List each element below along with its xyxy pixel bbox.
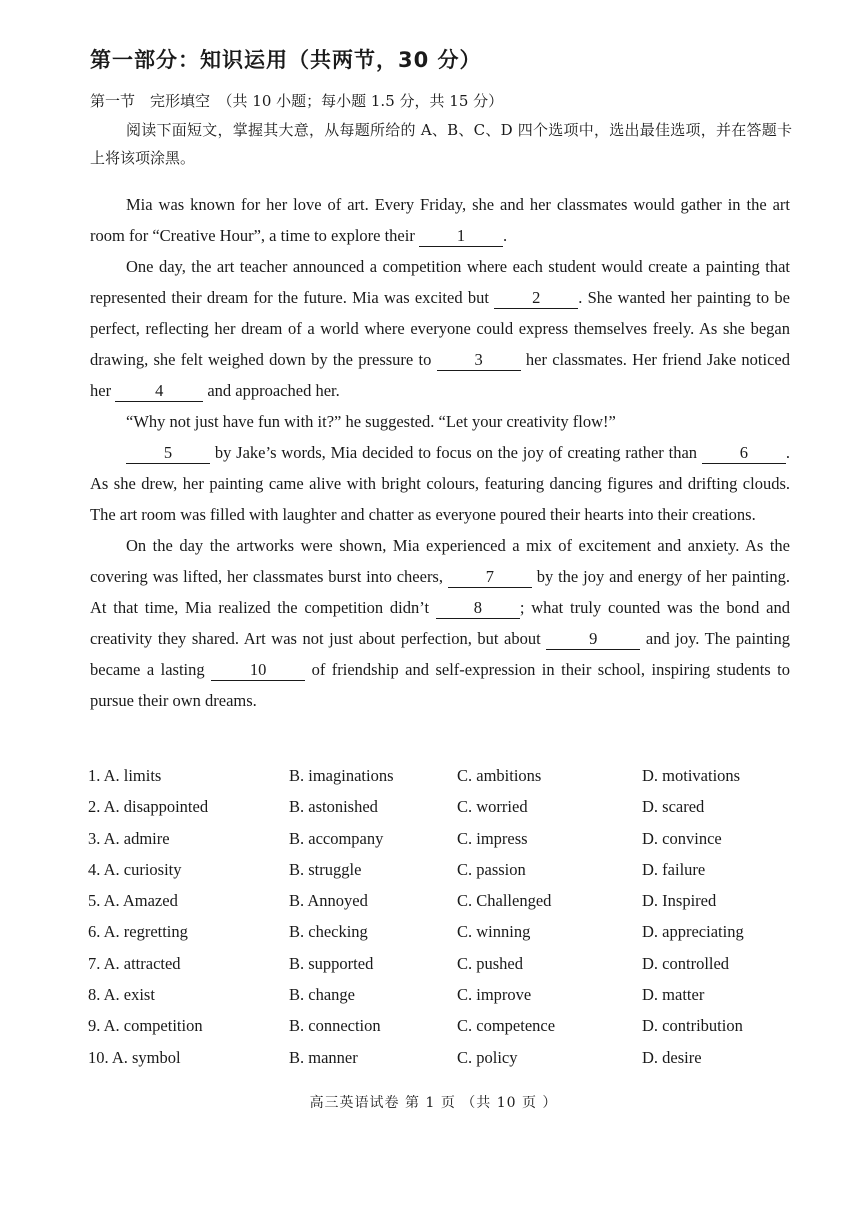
option-b: B. connection <box>289 1016 381 1036</box>
option-a: 1. A. limits <box>88 766 162 785</box>
option-d: D. motivations <box>642 766 741 785</box>
passage-text: and joy. The painting became a lasting <box>90 629 790 679</box>
option-row-10 <box>88 1048 808 1079</box>
option-d: D. controlled <box>642 953 730 973</box>
passage-text: by the joy and energy of her painting. At that time, Mia realized the competition didn’t <box>90 567 790 617</box>
option-a: 10. A. symbol <box>88 1047 181 1067</box>
option-b: B. astonished <box>289 797 378 817</box>
passage-text: On the day the artworks were shown, Mia experienced a mix of excitement and anxiety. As the covering was lifted, her classmates burst into cheers, <box>90 536 790 586</box>
option-row-5 <box>88 891 808 922</box>
option-a: 6. A. regretting <box>88 922 188 942</box>
option-c: C. impress <box>457 828 528 848</box>
option-c: C. Challenged <box>457 891 552 911</box>
cloze-passage <box>90 189 790 716</box>
option-row-3 <box>88 829 808 860</box>
option-d: D. matter <box>642 985 705 1005</box>
option-b: B. manner <box>289 1047 358 1067</box>
option-c: C. policy <box>457 1047 518 1067</box>
answer-options <box>88 766 808 1079</box>
option-d: D. scared <box>642 797 705 817</box>
page-footer: 高三英语试卷 第 1 页 （共 10 页 ） <box>309 1095 558 1111</box>
option-b: B. supported <box>289 953 374 973</box>
option-c: C. worried <box>457 797 528 817</box>
option-b: B. struggle <box>289 859 362 879</box>
option-a: 8. A. exist <box>88 985 155 1005</box>
passage-text: ; what truly counted was the bond and creativity they shared. Art was not just about perfection, but about <box>90 598 790 648</box>
passage-text: . <box>502 226 508 245</box>
option-row-1 <box>88 766 808 797</box>
option-b: B. checking <box>289 922 368 942</box>
blank-3: 3 <box>437 350 521 371</box>
option-b: B. imaginations <box>289 766 394 785</box>
option-row-4 <box>88 860 808 891</box>
option-a: 3. A. admire <box>88 828 170 848</box>
option-a: 2. A. disappointed <box>88 797 209 817</box>
passage-text: . She wanted her painting to be perfect, reflecting her dream of a world where everyone could express themselves freely. As she began drawing, she felt weighed down by the pressure to <box>90 288 790 369</box>
option-c: C. passion <box>457 859 526 879</box>
blank-4: 4 <box>115 381 203 402</box>
section-heading: 第一节 完形填空 （共 10 小题；每小题 1.5 分，共 15 分） <box>90 92 504 110</box>
option-d: D. convince <box>642 828 722 848</box>
blank-7: 7 <box>448 567 532 588</box>
blank-2: 2 <box>494 288 578 309</box>
blank-8: 8 <box>436 598 520 619</box>
passage-text: and approached her. <box>203 381 340 400</box>
option-c: C. winning <box>457 922 531 942</box>
passage-text: by Jake’s words, Mia decided to focus on the joy of creating rather than <box>210 443 702 462</box>
option-c: C. pushed <box>457 953 523 973</box>
option-row-8 <box>88 985 808 1016</box>
passage-text: her classmates. Her friend Jake noticed her <box>90 350 790 400</box>
option-row-2 <box>88 797 808 828</box>
blank-6: 6 <box>702 443 786 464</box>
passage-text: “Why not just have fun with it?” he suggested. “Let your creativity flow!” <box>126 412 616 431</box>
passage-text: of friendship and self-expression in their school, inspiring students to pursue their own dreams. <box>90 660 791 710</box>
option-row-7 <box>88 954 808 985</box>
option-a: 9. A. competition <box>88 1016 203 1036</box>
blank-1: 1 <box>419 226 503 247</box>
paragraph-5 <box>90 530 790 716</box>
option-c: C. competence <box>457 1016 556 1036</box>
passage-text: Mia was known for her love of art. Every Friday, she and her classmates would gather in the art room for “Creative Hour”, a time to explore their <box>90 195 790 245</box>
option-row-6 <box>88 922 808 953</box>
option-c: C. improve <box>457 985 532 1005</box>
page-title: 第一部分：知识运用（共两节，30 分） <box>90 48 482 72</box>
passage-text: . As she drew, her painting came alive with bright colours, featuring dancing figures and drifting clouds. The art room was filled with laughter and chatter as everyone poured their hearts into their creations. <box>90 443 790 524</box>
option-b: B. change <box>289 985 355 1005</box>
paragraph-3 <box>90 406 790 437</box>
blank-10: 10 <box>211 660 305 681</box>
option-a: 4. A. curiosity <box>88 859 182 879</box>
option-b: B. accompany <box>289 828 384 848</box>
instruction-text: 阅读下面短文，掌握其大意，从每题所给的 A、B、C、D 四个选项中，选出最佳选项，并在答题卡上将该项涂黑。 <box>90 121 792 167</box>
paragraph-1 <box>90 189 790 251</box>
option-c: C. ambitions <box>457 766 542 785</box>
paragraph-2 <box>90 251 790 406</box>
option-d: D. appreciating <box>642 922 744 942</box>
blank-5: 5 <box>126 443 210 464</box>
paragraph-4 <box>90 437 790 530</box>
option-a: 7. A. attracted <box>88 953 181 973</box>
option-a: 5. A. Amazed <box>88 891 178 911</box>
option-d: D. Inspired <box>642 891 717 911</box>
option-b: B. Annoyed <box>289 891 368 911</box>
option-d: D. desire <box>642 1047 702 1067</box>
option-d: D. failure <box>642 859 706 879</box>
option-row-9 <box>88 1016 808 1047</box>
blank-9: 9 <box>546 629 640 650</box>
passage-text: One day, the art teacher announced a competition where each student would create a painting that represented their dream for the future. Mia was excited but <box>90 257 790 307</box>
option-d: D. contribution <box>642 1016 743 1036</box>
